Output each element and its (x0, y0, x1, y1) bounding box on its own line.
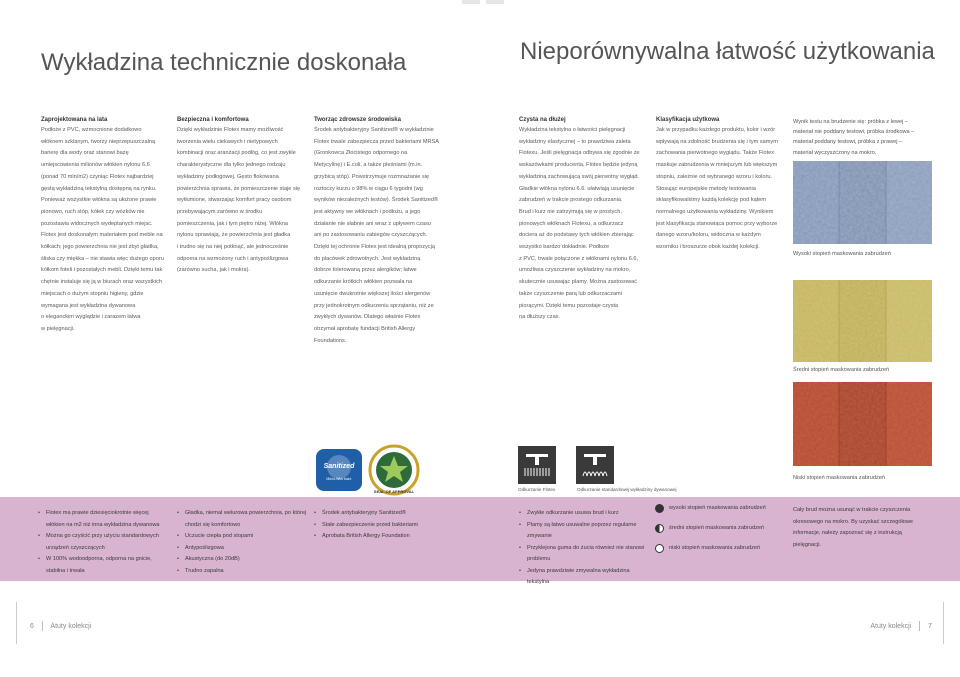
list-item: • Plamy są łatwo usuwalne poprzez regularne zmywanie (519, 520, 649, 543)
list-item: • Akustyczna (do 20dB) (177, 554, 307, 566)
page-footer-frame (16, 602, 944, 644)
wet-cleaning-note: Cały brud można usunąć w trakcie czyszczenia okresowego na mokro. By uzyskać szczegółowe informacje, należy zapoznać się z instrukcją pielęgnacji. (793, 507, 914, 548)
list-item: • Można go czyścić przy użyciu standardowych urządzeń czyszczących (38, 531, 168, 554)
swatch-low-masking (793, 382, 932, 466)
list-item: • Trudno zapalna (177, 566, 307, 578)
column-heading: Zaprojektowana na lata (41, 117, 108, 123)
band-list-health (314, 508, 454, 543)
swatch-caption-high: Wysoki stopień maskowania zabrudzeń (793, 251, 891, 257)
column-clean-longer (519, 116, 654, 324)
column-healthier-environments (314, 116, 454, 347)
crop-mark (462, 0, 480, 4)
footer-divider (42, 621, 43, 631)
column-heading: Czysta na dłużej (519, 117, 566, 123)
sanitized-badge-text: Sanitized (323, 463, 355, 470)
legend-item-low (655, 544, 766, 564)
standard-carpet-vacuum-label: Odkurzanie standardowej wykładziny dywanowej (577, 487, 677, 492)
footer-left (30, 621, 91, 631)
column-usage-classification (656, 116, 791, 254)
list-item: • Gładka, niemal welurowa powierzchnia, po której chodzi się komfortowo (177, 508, 307, 531)
list-item: • Zwykłe odkurzanie usuwa brud i kurz (519, 508, 649, 520)
column-safe-comfortable (177, 116, 312, 277)
flotex-vacuum-label: Odkurzanie Flotex (518, 487, 556, 492)
footer-right (870, 621, 932, 631)
swatch-caption-medium: Średni stopień maskowania zabrudzeń (793, 367, 890, 373)
sanitized-badge-subtext: Mikro-Wirk bakt. (326, 477, 352, 481)
column-body: Środek antybakteryjny Sanitized® w wykładzinie Flotex trwale zabezpiecza przed bakteriami MRSA (Gronkowca Złocistego odpornego na Metycylinę) i E.coli, a także pleśniami (m.in. grzybicą stóp). Powstrzymuje rozmnażanie się roztoczy kurzu o 98% w ciągu 6 tygodni (wg wyników niezależnych testów). Środek Sanitized® jest aktywny we włóknach i podłożu, a jego działanie nie słabnie ani wraz z upływem czasu ani po zastosowaniu zabiegów czyszczących. Dzięki tej ochronie Flotex jest idealną propozycją do placówek zdrowotnych. Jest wykładziną dobrze tolerowaną przez alergików; łatwe odkurzanie krótkich włókien pozwala na usunięcie dwukrotnie większej ilości alergenów przy jednokrotnym odkurzeniu sprzątaniu, niż ze zwykłych dywanów. Dlatego właśnie Flotex otrzymał aprobatę fundacji British Allergy Foundations. (314, 127, 439, 344)
list-item: • Antypoślizgowa (177, 543, 307, 555)
footer-divider (919, 621, 920, 631)
list-item: • Środek antybakteryjny Sanitized® (314, 508, 454, 520)
half-circle-icon (655, 524, 664, 533)
band-list-comfort (177, 508, 307, 577)
band-list-construction (38, 508, 168, 577)
right-page-title: Nieporównywalna łatwość użytkowania (520, 38, 935, 65)
list-item: • Uczucie ciepła pod stopami (177, 531, 307, 543)
left-page-title: Wykładzina technicznie doskonała (41, 49, 407, 76)
column-body: Podłoże z PVC, wzmocnione dodatkowo włóknem szklanym, tworzy nieprzepuszczalną barierę dla wody oraz stanowi bazę umiejscowienia milionów włókien nylonu 6.6 (ponad 70 mln/m2) czyniąc Flotex najbardziej gęstą wykładziną tekstylną dostępną na rynku. Ponieważ wszystkie włókna są ułożone prawie pionowo, ruch stóp, kółek czy wózków nie pozostawia widocznych wydeptanych miejsc. Flotex jest doskonałym materiałem pod meble na kółkach; jego powierzchnia nie jest zbyt gładka, śliska czy miękka – nie stawia więc dużego oporu kółkom foteli i pozostałych mebli. Dzięki temu tak chętnie instaluje się ją w biurach oraz wszystkich miejscach o dużym stopniu higieny, gdzie wymagana jest wykładzina dywanowa o eleganckim wyglądzie i zarazem łatwa w pielęgnacji. (41, 127, 164, 332)
column-body: Wykładzina tekstylna o łatwości pielęgnacji wykładziny elastycznej – to prawdziwa zaleta Flotexu. Jeśli pielęgnacja odbywa się zgodnie ze wskazówkami producenta, Flotex będzie jedyną wykładziną zachowującą swój pierwotny wygląd. Gładkie włókna nylonu 6.6. ułatwiają usunięcie zabrudzeń w trakcie prostego odkurzania. Brud i kurz nie zatrzymują się w prostych, pionowych włóknach Flotexu, a odkurzacz dociera aż do podstawy tych włókien zbierając wszystko bardzo dokładnie. Podłoże z PVC, trwale połączone z włóknami nylonu 6.6, umożliwia czyszczenie wykładziny na mokro, skutecznie usuwając plamy. Można zastosować także czyszczenie parą lub odkurzaczami piorącymi. Dzięki temu pozostaje czysta na dłuższy czas. (519, 127, 640, 321)
list-item: • Jedyna prawdziwie zmywalna wykładzina tekstylna (519, 566, 649, 589)
swatch-medium-masking (793, 280, 932, 362)
list-item: • Przyklejona guma do żucia również nie stanowi problemu (519, 543, 649, 566)
column-body: Dzięki wykładzinie Flotex mamy możliwość tworzenia wielu ciekawych i nietypowych kombinacji oraz aranżacji podłóg, co jest zwykle charakterystyczne dla tylko jednego rodzaju wykładziny podłogowej. Gęsto flokowana powierzchnia sprawia, że pomieszczenie staje się wytłumione, stwarzając komfort pracy osobom przebywającym zarówno w środku pomieszczenia, jak i tym piętro niżej. Włókna nylonu sprawiają, że powierzchnia jest gładka i trudno się na niej potknąć, ale jednocześnie odporna na wzmożony ruch i antypoślizgowa (zarówno sucha, jak i mokra). (177, 127, 301, 274)
seal-of-approval-text: SEAL OF APPROVAL (373, 489, 415, 494)
filled-circle-icon (655, 504, 664, 513)
legend-item-high (655, 504, 766, 524)
list-item: • W 100% wodoodporna, odporna na gnicie, stabilna i trwała (38, 554, 168, 577)
column-body: Jak w przypadku każdego produktu, kolor i wzór wpływają na zdolność brudzenia się i tym samym zachowania pierwotnego wyglądu. Także Flotex maskuje zabrudzenia w mniejszym lub większym stopniu, zależnie od wybranego wzoru i koloru. Stosując europejskie metody testowania sklasyfikowaliśmy każdą kolekcję pod kątem normalnego użytkowania wykładziny. Wynikiem jest klasyfikacja stanowiąca pomoc przy wyborze danego wzoru/koloru, widoczna w każdym wzorniku i broszurze obok każdej kolekcji. (656, 127, 778, 251)
column-heading: Tworząc zdrowsze środowiska (314, 117, 401, 123)
legend-label: niski stopień maskowania zabrudzeń (669, 545, 761, 551)
masking-legend (655, 504, 766, 564)
left-footer-title: Atuty kolekcji (50, 622, 92, 630)
legend-item-medium (655, 524, 766, 544)
standard-carpet-vacuum-icon (576, 446, 614, 484)
swatch-high-masking (793, 161, 932, 244)
list-item: • Stałe zabezpieczenie przed bakteriami (314, 520, 454, 532)
swatch-caption-low: Niski stopień maskowania zabrudzeń (793, 475, 886, 481)
right-footer-title: Atuty kolekcji (870, 622, 912, 630)
top-crop-marks (0, 0, 960, 6)
legend-label: wysoki stopień maskowania zabrudzeń (669, 505, 766, 511)
list-item: • Flotex ma prawie dziesięciokrotnie więcej włókien na m2 niż inna wykładzina dywanowa (38, 508, 168, 531)
column-heading: Bezpieczna i komfortowa (177, 117, 249, 123)
column-designed-for-years (41, 116, 171, 336)
left-page-number: 6 (30, 622, 34, 630)
sanitized-badge (314, 447, 364, 493)
flotex-vacuum-icon (518, 446, 556, 484)
right-page-number: 7 (928, 622, 932, 630)
empty-circle-icon (655, 544, 664, 553)
list-item: • Aprobata British Allergy Foundation (314, 531, 454, 543)
seal-of-approval-badge (368, 444, 420, 496)
crop-mark (486, 0, 504, 4)
band-list-cleaning (519, 508, 649, 589)
legend-label: średni stopień maskowania zabrudzeń (669, 525, 765, 531)
column-heading: Klasyfikacja użytkowa (656, 117, 720, 123)
soiling-test-note: Wynik testu na brudzenie się: próbka z lewej – materiał nie poddany testowi, próbka środkowa – materiał poddany testowi, próbka z prawej – materiał wyczyszczony na mokro. (793, 119, 915, 156)
